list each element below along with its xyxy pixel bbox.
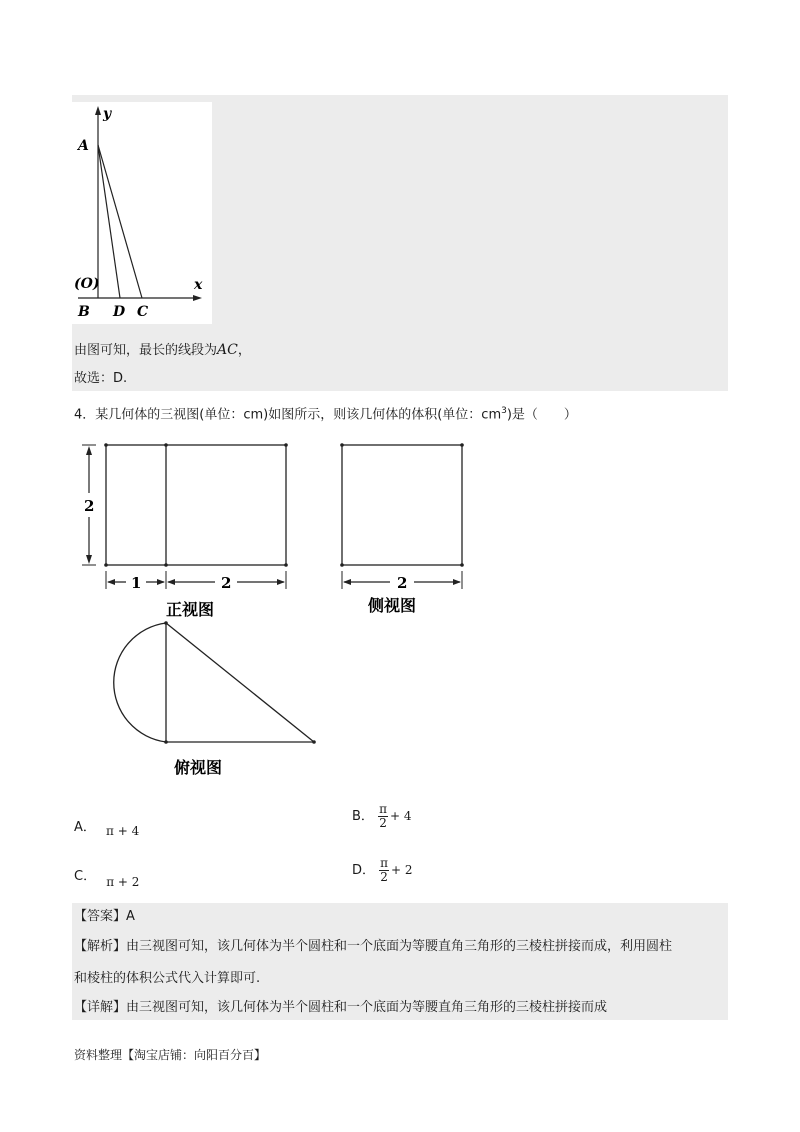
option-C-expr: π + 2 — [106, 875, 140, 889]
top-view-hypotenuse — [166, 623, 314, 742]
side-view-rect — [342, 445, 462, 565]
label-x: x — [194, 277, 203, 293]
label-D: D — [113, 304, 126, 320]
option-B-fraction — [378, 803, 388, 830]
top-view-caption: 俯视图 — [174, 758, 223, 777]
detail-text: 由三视图可知，该几何体为半个圆柱和一个底面为等腰直角三角形的三棱柱拼接而成 — [126, 1000, 608, 1015]
solution-line-1-suffix: ， — [237, 343, 251, 358]
analysis-text: 由三视图可知，该几何体为半个圆柱和一个底面为等腰直角三角形的三棱柱拼接而成，利用圆柱 — [126, 939, 673, 954]
option-D[interactable] — [352, 857, 413, 884]
three-view-figure — [70, 435, 490, 795]
option-C-letter: C． — [74, 869, 97, 884]
option-B-rest: + 4 — [389, 809, 412, 823]
question-text — [74, 402, 577, 424]
solution-line-1-prefix: 由图可知，最长的线段为 — [74, 343, 218, 358]
option-D-num: π — [380, 856, 389, 870]
option-B[interactable] — [352, 803, 411, 830]
side-view-caption: 侧视图 — [368, 596, 417, 615]
front-height-label: 2 — [84, 497, 95, 515]
segment-AD — [98, 145, 120, 298]
solution-line-2: 故选：D. — [74, 371, 128, 386]
option-D-rest: + 2 — [391, 863, 413, 877]
dim-arrow-up-icon — [86, 446, 92, 455]
label-y: y — [103, 106, 112, 122]
question-text-sup: 3 — [501, 406, 507, 416]
question-text-suffix: )是（ ） — [506, 407, 577, 423]
y-axis-arrow-icon — [95, 106, 101, 115]
label-A: A — [78, 138, 89, 154]
dim-arrow-down-icon — [86, 555, 92, 564]
top-view — [114, 621, 316, 744]
top-view-semicircle — [114, 623, 166, 742]
label-O: (O) — [74, 276, 100, 292]
option-A-expr: π + 4 — [106, 824, 140, 838]
analysis-line-1 — [74, 938, 672, 956]
detail-tag: 【详解】 — [74, 1000, 127, 1015]
front-width-label-2: 2 — [221, 574, 232, 592]
answer-tag: 【答案】 — [74, 909, 127, 924]
option-B-letter: B． — [352, 809, 374, 824]
footer-text: 资料整理【淘宝店铺：向阳百分百】 — [74, 1048, 267, 1062]
question-text-prefix: 4．某几何体的三视图(单位：cm)如图所示，则该几何体的体积(单位：cm — [74, 407, 502, 423]
front-view-rect — [106, 445, 286, 565]
option-D-den: 2 — [380, 870, 388, 884]
option-B-den: 2 — [379, 816, 387, 830]
answer-line — [74, 908, 135, 926]
option-A[interactable] — [74, 818, 139, 837]
segment-AC — [98, 145, 142, 298]
detail-line — [74, 999, 607, 1017]
option-C[interactable] — [74, 867, 140, 889]
front-view-caption: 正视图 — [166, 600, 215, 619]
label-B: B — [78, 304, 90, 320]
coordinate-graph — [72, 102, 212, 324]
solution-line-1 — [74, 341, 251, 360]
front-width-label-1: 1 — [131, 574, 142, 592]
solution-line-1-math: AC — [217, 342, 238, 358]
analysis-line-2: 和棱柱的体积公式代入计算即可. — [74, 971, 261, 986]
coordinate-graph-svg — [72, 102, 212, 324]
side-view — [340, 443, 464, 592]
option-A-letter: A． — [74, 820, 96, 835]
option-B-num: π — [379, 802, 387, 816]
option-D-letter: D． — [352, 863, 376, 878]
x-axis-arrow-icon — [193, 295, 202, 301]
option-D-fraction — [379, 857, 389, 884]
label-C: C — [137, 304, 149, 320]
analysis-tag: 【解析】 — [74, 939, 127, 954]
answer-value: A — [126, 909, 135, 924]
front-view — [82, 443, 288, 592]
side-width-label: 2 — [397, 574, 408, 592]
